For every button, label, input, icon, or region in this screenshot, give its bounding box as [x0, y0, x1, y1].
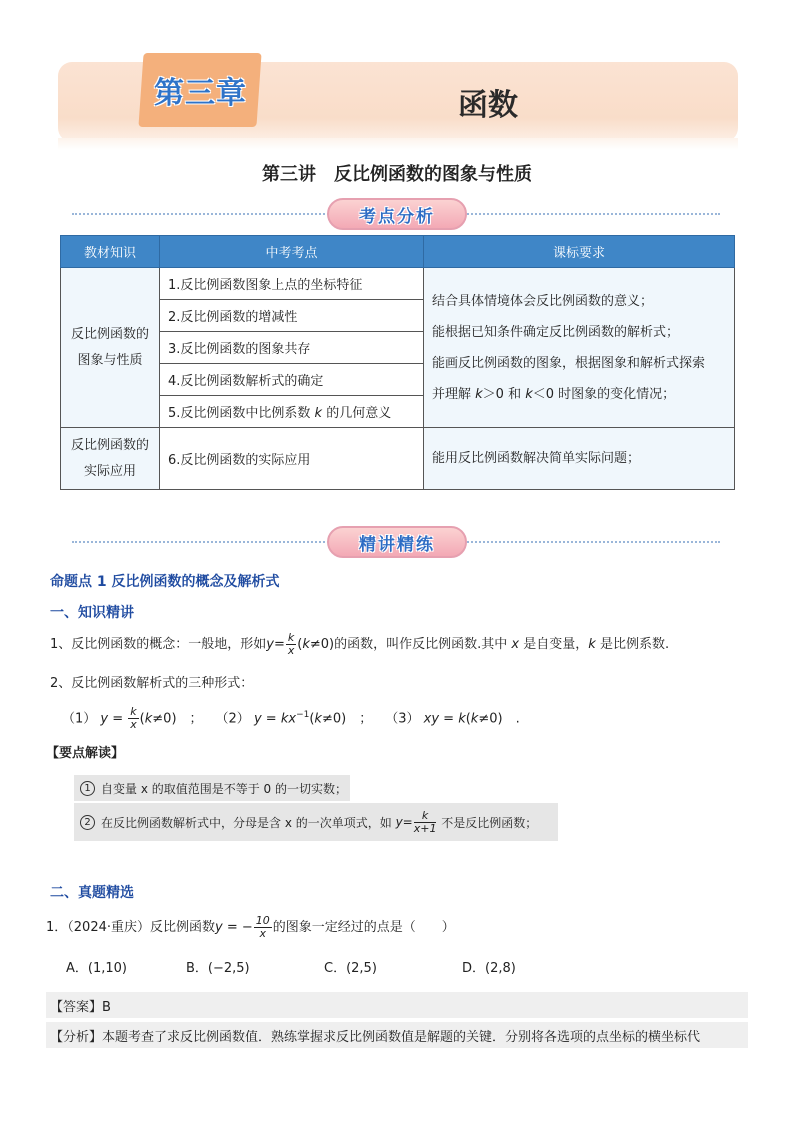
- option-b: B．(−2,5): [186, 961, 250, 976]
- chapter-label: 第三章: [153, 76, 247, 111]
- concept-text: 是比例系数.: [599, 637, 670, 652]
- chapter-name: 函数: [458, 88, 518, 123]
- fraction: $\frac{k}{x}$: [287, 631, 295, 657]
- section-pill-label: 考点分析: [359, 206, 435, 227]
- lecture-title: 第三讲 反比例函数的图象与性质: [262, 164, 532, 185]
- section-pill-label: 精讲精练: [359, 534, 435, 555]
- option-c: C．(2,5): [324, 961, 377, 976]
- circled-number-icon: 2: [80, 815, 95, 830]
- chapter-tab: [138, 53, 261, 127]
- section-pill-practice: [327, 526, 467, 558]
- banner-fade: [58, 138, 738, 150]
- concept-paragraph: 1、反比例函数的概念：一般地，形如y= $\frac{k}{x}$ (k≠0)的函数，叫作反比例函数.其中 x 是自变量，k 是比例系数.: [50, 631, 670, 657]
- concept-text: 1、反比例函数的概念：一般地，形如: [50, 637, 267, 652]
- topic-title: 命题点 1 反比例函数的概念及解析式: [50, 574, 280, 590]
- requirement-line: 并理解 k＞0 和 k＜0 时图象的变化情况；: [432, 386, 676, 402]
- concept-text: 的函数，叫作反比例函数.其中: [334, 637, 508, 652]
- table-header-row: [61, 236, 735, 268]
- analysis-bar: [46, 1022, 748, 1048]
- category-text: 反比例函数的实际应用: [70, 437, 149, 479]
- answer-bar: [46, 992, 748, 1018]
- form-label: （2）: [222, 711, 250, 727]
- exam-point: 2.反比例函数的增减性: [160, 300, 424, 332]
- exam-point: 4.反比例函数解析式的确定: [160, 364, 424, 396]
- key-point-2: 2 在反比例函数解析式中，分母是含 x 的一次单项式，如 y = $\frac{k}{x+1}$ 不是反比例函数；: [74, 803, 558, 841]
- exam-heading: 二、真题精选: [50, 885, 134, 901]
- answer-text: 【答案】B: [50, 999, 111, 1015]
- key-point-text: 不是反比例函数；: [441, 815, 538, 830]
- requirement-line: 能根据已知条件确定反比例函数的解析式；: [432, 324, 680, 340]
- table-header: 课标要求: [424, 236, 735, 268]
- option-a: A．(1,10): [66, 961, 127, 976]
- circled-number-icon: 1: [80, 781, 95, 796]
- table-header: 教材知识: [61, 236, 160, 268]
- form-label: （3）: [391, 711, 420, 727]
- question-1: 1．（2024·重庆）反比例函数y = − $\frac{10}{x}$ 的图象一定经过的点是（ ）: [46, 914, 455, 940]
- category-cell: [61, 268, 160, 428]
- fraction: $\frac{10}{x}$: [255, 914, 270, 940]
- exam-point: 3.反比例函数的图象共存: [160, 332, 424, 364]
- table-header: 中考考点: [160, 236, 424, 268]
- forms-list: （1） y = $\frac{k}{x}$ (k≠0) ； （2） $y = kx^{-1}(k\ne 0)$ ； （3） xy = k(k≠0) .: [62, 705, 520, 732]
- exam-point: 6.反比例函数的实际应用: [160, 428, 424, 490]
- category-text: 反比例函数的图象与性质: [70, 326, 149, 368]
- table-row: [61, 268, 735, 300]
- exam-point: 5.反比例函数中比例系数 k 的几何意义: [160, 396, 424, 428]
- form-label: （1）: [62, 711, 97, 727]
- requirement-line: 结合具体情境体会反比例函数的意义；: [432, 293, 654, 309]
- topics-table: [60, 235, 735, 490]
- table-row: [61, 428, 735, 490]
- category-cell: [61, 428, 160, 490]
- key-points-heading: 【要点解读】: [46, 746, 125, 761]
- requirement-cell: 能用反比例函数解决简单实际问题；: [424, 428, 735, 490]
- fraction: $\frac{k}{x}$: [130, 705, 137, 732]
- concept-text: 是自变量，: [523, 637, 589, 652]
- key-point-text: 在反比例函数解析式中，分母是含 x 的一次单项式，如: [101, 815, 392, 830]
- forms-intro: 2、反比例函数解析式的三种形式：: [50, 676, 254, 691]
- option-d: D．(2,8): [462, 961, 516, 976]
- question-text: 的图象一定经过的点是（ ）: [272, 920, 455, 935]
- analysis-text: 【分析】本题考查了求反比例函数值．熟练掌握求反比例函数值是解题的关键．分别将各选项的点坐标的横坐标代: [50, 1029, 701, 1045]
- key-point-text: 自变量 x 的取值范围是不等于 0 的一切实数；: [101, 781, 347, 796]
- section-pill-analysis: [327, 198, 467, 230]
- question-text: 1．（2024·重庆）反比例函数: [46, 920, 215, 935]
- exam-point: 1.反比例函数图象上点的坐标特征: [160, 268, 424, 300]
- knowledge-heading: 一、知识精讲: [50, 605, 134, 621]
- requirement-line: 能画反比例函数的图象，根据图象和解析式探索: [432, 355, 706, 371]
- requirement-cell: [424, 268, 735, 428]
- fraction: $\frac{k}{x+1}$: [413, 808, 437, 835]
- key-point-1: [74, 775, 350, 801]
